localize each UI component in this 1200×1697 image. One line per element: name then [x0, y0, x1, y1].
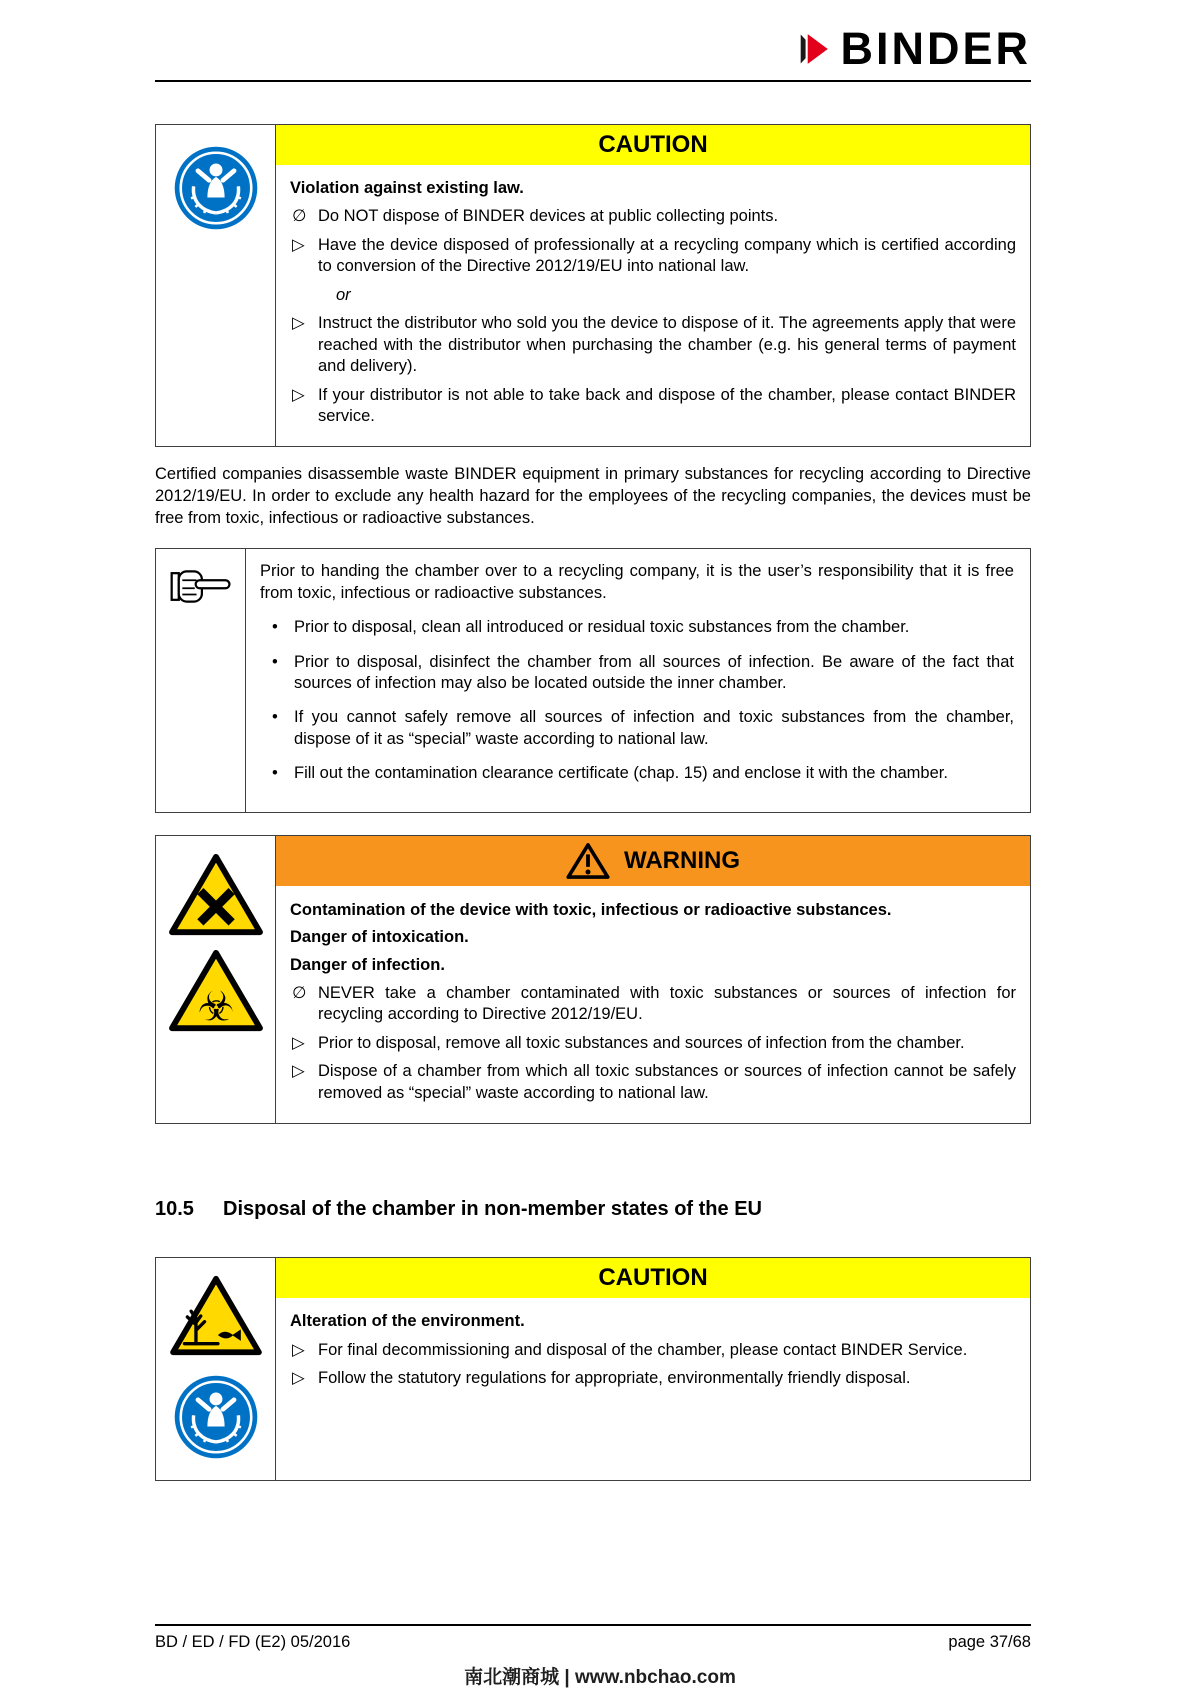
arrow-marker: ▷: [292, 1033, 305, 1052]
list-text: For final decommissioning and disposal of the chamber, please contact BINDER Service.: [318, 1340, 968, 1359]
environment-protection-icon: [173, 145, 259, 231]
caution2-signal-word: CAUTION: [276, 1258, 1030, 1298]
bullet-marker: •: [272, 764, 278, 783]
list-text: If you cannot safely remove all sources of infection and toxic substances from the chamber, dispose of it as “special” waste according to national law.: [294, 708, 1014, 748]
list-text: Prior to disposal, remove all toxic substances and sources of infection from the chamber.: [318, 1033, 965, 1052]
binder-arrow-icon: [799, 29, 833, 69]
list-item: [288, 206, 1016, 227]
list-item: [260, 652, 1014, 695]
list-text: Do NOT dispose of BINDER devices at public collecting points.: [318, 207, 779, 226]
environment-protection-icon: [173, 1374, 259, 1460]
section-number: 10.5: [155, 1198, 194, 1221]
warning-statement: Danger of intoxication.: [290, 928, 469, 947]
bullet-marker: •: [272, 708, 278, 727]
page-header: [155, 0, 1031, 74]
list-text: Fill out the contamination clearance certificate (chap. 15) and enclose it with the chamber.: [294, 764, 948, 783]
arrow-marker: ▷: [292, 1369, 305, 1388]
warning-triangle-icon: [566, 842, 610, 880]
bullet-marker: •: [272, 618, 278, 637]
list-text: Dispose of a chamber from which all toxic substances or sources of infection cannot be safely removed as “special” waste according to national law.: [318, 1062, 1016, 1102]
warning-box-contamination: [155, 835, 1031, 1125]
note-body: [246, 549, 1030, 812]
binder-logo: [799, 23, 1031, 74]
list-text: Prior to disposal, clean all introduced or residual toxic substances from the chamber.: [294, 618, 910, 637]
list-item: [288, 1033, 1016, 1054]
caution2-body: [276, 1258, 1030, 1480]
list-text: Instruct the distributor who sold you the device to dispose of it. The agreements apply that were reached with the distributor when purchasing the chamber (e.g. his general terms of payment and delivery).: [318, 314, 1016, 376]
arrow-marker: ▷: [292, 1062, 305, 1081]
list-item: [288, 385, 1016, 428]
warning-content: [276, 886, 1030, 1124]
svg-text:☣: ☣: [197, 982, 234, 1031]
list-text: If your distributor is not able to take back and dispose of the chamber, please contact BINDER service.: [318, 385, 1016, 425]
list-item: [260, 763, 1014, 784]
caution1-body: [276, 125, 1030, 446]
note-icon-column: [156, 549, 246, 812]
note-intro: Prior to handing the chamber over to a recycling company, it is the user’s responsibility that it is free from toxic, infectious or radioactive substances.: [260, 562, 1014, 602]
bullet-marker: •: [272, 652, 278, 671]
caution2-icon-column: [156, 1258, 276, 1480]
warning-signal-word: WARNING: [624, 846, 740, 874]
page-footer: [155, 1624, 1031, 1652]
pointing-hand-icon: [169, 565, 233, 608]
caution-box-environment: [155, 1257, 1031, 1481]
harmful-substances-icon: [167, 852, 265, 938]
caution1-icon-column: [156, 125, 276, 446]
list-item: [288, 1061, 1016, 1104]
list-text: Follow the statutory regulations for appropriate, environmentally friendly disposal.: [318, 1369, 911, 1388]
list-text: Prior to disposal, disinfect the chamber from all sources of infection. Be aware of the fact that sources of infection may also be located outside the inner chamber.: [294, 652, 1014, 692]
list-item: [288, 1340, 1016, 1361]
brand-name: BINDER: [840, 23, 1031, 74]
list-item: [288, 983, 1016, 1026]
or-connector: or: [336, 285, 351, 304]
warning-icon-column: [156, 836, 276, 1124]
warning-signal-bar: [276, 836, 1030, 886]
page-content: [155, 0, 1031, 1481]
arrow-marker: ▷: [292, 1340, 305, 1359]
list-item: [288, 235, 1016, 278]
watermark-text: 南北潮商城 | www.nbchao.com: [464, 1667, 736, 1688]
caution-box-disposal-law: [155, 124, 1031, 447]
section-title: Disposal of the chamber in non-member states of the EU: [223, 1198, 762, 1221]
prohibited-marker: ∅: [292, 984, 307, 1002]
footer-document-code: BD / ED / FD (E2) 05/2016: [155, 1633, 351, 1651]
caution1-subtitle: Violation against existing law.: [290, 179, 524, 197]
section-heading: [155, 1198, 1031, 1221]
prohibited-marker: ∅: [292, 207, 307, 226]
note-content: [246, 549, 1030, 812]
caution2-subtitle: Alteration of the environment.: [290, 1312, 525, 1331]
biohazard-icon: [167, 948, 265, 1034]
list-text: NEVER take a chamber contaminated with toxic substances or sources of infection for recycling according to Directive 2012/19/EU.: [318, 984, 1016, 1024]
list-item: [288, 1368, 1016, 1389]
warning-statement: Contamination of the device with toxic, infectious or radioactive substances.: [290, 900, 892, 919]
caution1-content: [276, 165, 1030, 446]
environment-damage-icon: [168, 1274, 264, 1358]
footer-page-number: page 37/68: [948, 1633, 1031, 1651]
note-box-user-responsibility: [155, 548, 1031, 813]
body-paragraph: Certified companies disassemble waste BINDER equipment in primary substances for recycling according to Directive 2012/19/EU. In order to exclude any health hazard for the employees of the recycling companies, the devices must be free from toxic, infectious or radioactive substances.: [155, 465, 1031, 528]
arrow-marker: ▷: [292, 314, 305, 333]
arrow-marker: ▷: [292, 235, 305, 254]
caution2-content: [276, 1298, 1030, 1408]
warning-statement: Danger of infection.: [290, 955, 445, 974]
list-item: [288, 313, 1016, 377]
arrow-marker: ▷: [292, 385, 305, 404]
header-divider: [155, 80, 1031, 82]
list-item: [260, 707, 1014, 750]
list-item: [260, 617, 1014, 638]
warning-body: [276, 836, 1030, 1124]
caution1-signal-word: CAUTION: [276, 125, 1030, 165]
list-text: Have the device disposed of professionally at a recycling company which is certified according to conversion of the Directive 2012/19/EU into national law.: [318, 235, 1016, 276]
